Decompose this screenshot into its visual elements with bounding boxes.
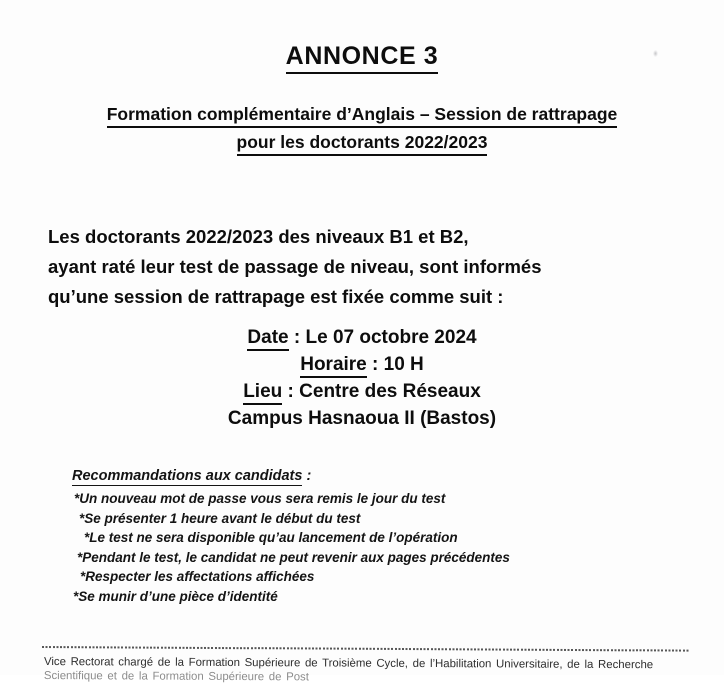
recommendations-title-suffix: : [302,468,312,484]
body-paragraph [48,222,665,312]
document-subtitle [0,101,724,155]
detail-label-date: Date [247,327,288,351]
list-item: *Se présenter 1 heure avant le début du test [79,510,361,526]
recommendations-title [72,468,592,484]
body-paragraph-line-2: ayant raté leur test de passage de niveau, sont informés [48,256,542,277]
recommendations-title-label: Recommandations aux candidats [72,468,303,484]
list-item: *Pendant le test, le candidat ne peut revenir aux pages précédentes [77,549,510,565]
body-paragraph-line-1: Les doctorants 2022/2023 des niveaux B1 et B2, [48,226,469,247]
subtitle-line-2 [0,129,724,155]
detail-value-place: : Centre des Réseaux [282,381,481,402]
detail-value-date: : Le 07 octobre 2024 [288,327,477,348]
detail-row-date [0,324,724,351]
footer-divider [42,646,690,652]
recommendations-list [72,489,592,606]
session-details [0,324,724,432]
detail-row-campus: Campus Hasnaoua II (Bastos) [227,408,497,429]
subtitle-line-2-text: pour les doctorants 2022/2023 [237,132,488,156]
list-item: *Le test ne sera disponible qu’au lancement de l’opération [84,530,458,545]
footer-block [44,655,694,686]
detail-label-time: Horaire [300,354,367,378]
subtitle-line-1-text: Formation complémentaire d’Anglais – Session de rattrapage [107,104,618,128]
list-item: *Respecter les affectations affichées [80,569,315,584]
body-paragraph-line-3: qu’une session de rattrapage est fixée comme suit : [48,286,504,307]
detail-row-time [0,351,724,378]
recommendations-section [72,468,592,606]
subtitle-line-1 [0,101,724,127]
list-item: *Un nouveau mot de passe vous sera remis le jour du test [74,491,446,506]
detail-label-place: Lieu [243,381,282,405]
footer-line-2: Scientifique et de la Formation Supérieure de Post [43,669,309,684]
announcement-title [0,42,724,71]
announcement-title-text: ANNONCE 3 [286,42,439,74]
detail-value-time: : 10 H [366,354,424,375]
detail-row-place [0,378,724,405]
footer-line-1: Vice Rectorat chargé de la Formation Supérieure de Troisième Cycle, de l’Habilitation Universitaire, de la Recherche [43,656,654,672]
list-item: *Se munir d’une pièce d’identité [73,588,278,604]
